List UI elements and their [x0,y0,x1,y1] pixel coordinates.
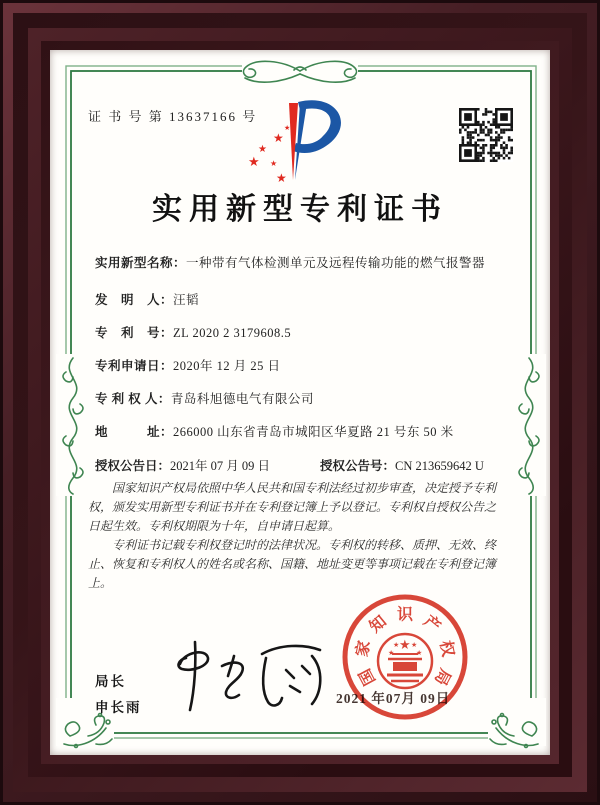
director-signature-icon [162,636,332,726]
field-value: ZL 2020 2 3179608.5 [173,326,292,340]
svg-text:知: 知 [366,612,390,637]
legal-paragraph-1: 国家知识产权局依照中华人民共和国专利法经过初步审查，决定授予专利权，颁发实用新型专利证书并在专利登记簿上予以登记。专利权自授权公告之日起生效。专利权期限为十年，自申请日起算。 [88,481,497,533]
field-row-patent-name [95,253,515,271]
svg-text:★: ★ [393,641,400,649]
svg-text:★: ★ [416,649,423,657]
field-value: 2020年 12 月 25 日 [173,359,281,373]
svg-text:★: ★ [273,131,284,145]
svg-text:★: ★ [258,144,267,155]
field-label: 地 址： [95,425,174,439]
seal-date: 2021 年07月 09日 [336,691,451,706]
cnipa-logo-icon [246,90,358,184]
field-row-inventor [95,290,515,308]
svg-text:★: ★ [270,159,278,168]
field-row-grant [95,456,535,474]
director-name: 申长雨 [95,700,142,715]
svg-text:★: ★ [399,638,411,653]
field-value: 青岛科旭德电气有限公司 [170,392,314,406]
legal-text [88,479,506,593]
field-value: 2021年 07 月 09 日 [170,459,271,473]
certificate-title: 实用新型专利证书 [152,193,448,226]
svg-text:产: 产 [420,612,444,637]
field-label: 专 利 权 人： [95,392,171,406]
seal-emblem [378,634,432,688]
certificate-number: 证 书 号 第 13637166 号 [88,109,258,124]
field-label: 专 利 号： [95,326,174,340]
svg-text:★: ★ [284,124,291,132]
field-label: 实用新型名称： [95,256,187,270]
logo-stars [248,124,290,184]
svg-text:家: 家 [353,639,374,659]
director-label: 局长 [95,674,126,689]
svg-text:国: 国 [356,665,380,688]
svg-text:识: 识 [396,606,414,624]
legal-paragraph-2: 专利证书记载专利权登记时的法律状况。专利权的转移、质押、无效、终止、恢复和专利权人的姓名或名称、国籍、地址变更等事项记载在专利登记簿上。 [88,537,497,590]
grant-number [320,456,484,474]
svg-text:★: ★ [276,171,287,184]
svg-text:★: ★ [388,649,395,657]
field-row-filing-date [95,356,515,374]
svg-text:权: 权 [436,639,457,659]
field-label: 发 明 人： [95,293,174,307]
qr-code [459,108,513,162]
field-label: 授权公告号： [320,459,396,473]
official-seal-icon [340,592,470,722]
svg-text:★: ★ [411,641,418,649]
field-value: 一种带有气体检测单元及远程传输功能的燃气报警器 [186,256,486,270]
field-value: 汪韬 [173,293,200,307]
field-row-address [95,422,515,440]
field-value: CN 213659642 U [395,459,484,473]
field-row-patent-number [95,323,515,341]
field-label: 授权公告日： [95,459,171,473]
svg-text:局: 局 [430,665,454,688]
grant-date [95,459,270,473]
field-label: 专利申请日： [95,359,174,373]
field-row-patentee [95,389,515,407]
svg-text:★: ★ [248,155,260,170]
field-value: 266000 山东省青岛市城阳区华夏路 21 号东 50 米 [173,425,454,439]
